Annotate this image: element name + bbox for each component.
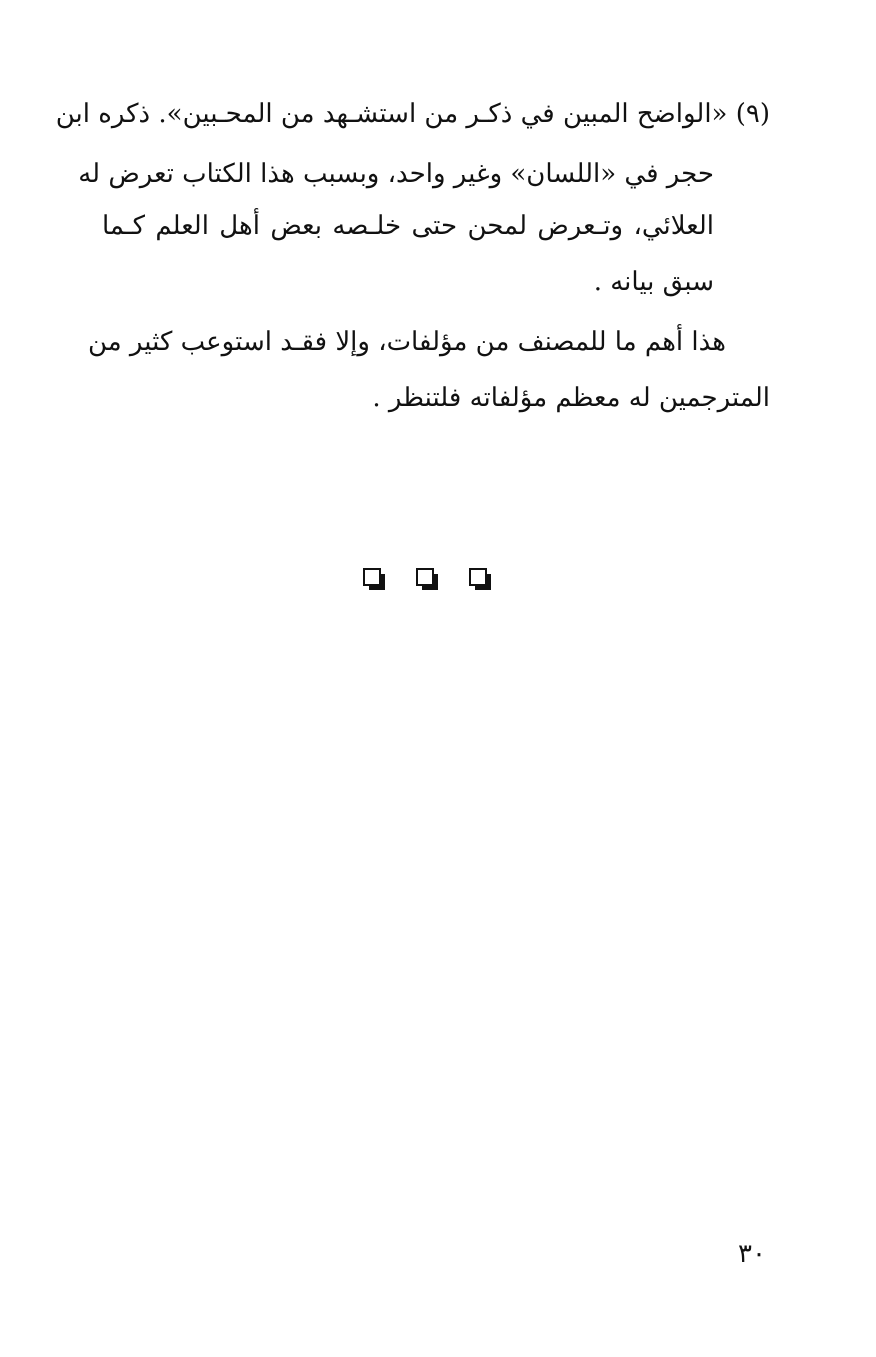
text-line: (٩) «الواضح المبين في ذكـر من استشـهد من المحـبين». ذكره ابن	[55, 99, 770, 129]
text-line: حجر في «اللسان» وغير واحد، وبسبب هذا الكتاب تعرض له	[78, 159, 714, 189]
square-icon	[362, 567, 386, 591]
text-line: العلائي، وتـعرض لمحن حتى خلـصه بعض أهل العلم كـما	[102, 211, 714, 241]
text-line: سبق بيانه .	[593, 267, 714, 297]
page-number: ٣٠	[738, 1239, 766, 1269]
text-line: هذا أهم ما للمصنف من مؤلفات، وإلا فقـد استوعب كثير من	[87, 327, 726, 357]
section-divider-ornament	[362, 565, 492, 593]
text-line: المترجمين له معظم مؤلفاته فلتنظر .	[372, 383, 770, 413]
square-icon	[468, 567, 492, 591]
square-icon	[415, 567, 439, 591]
